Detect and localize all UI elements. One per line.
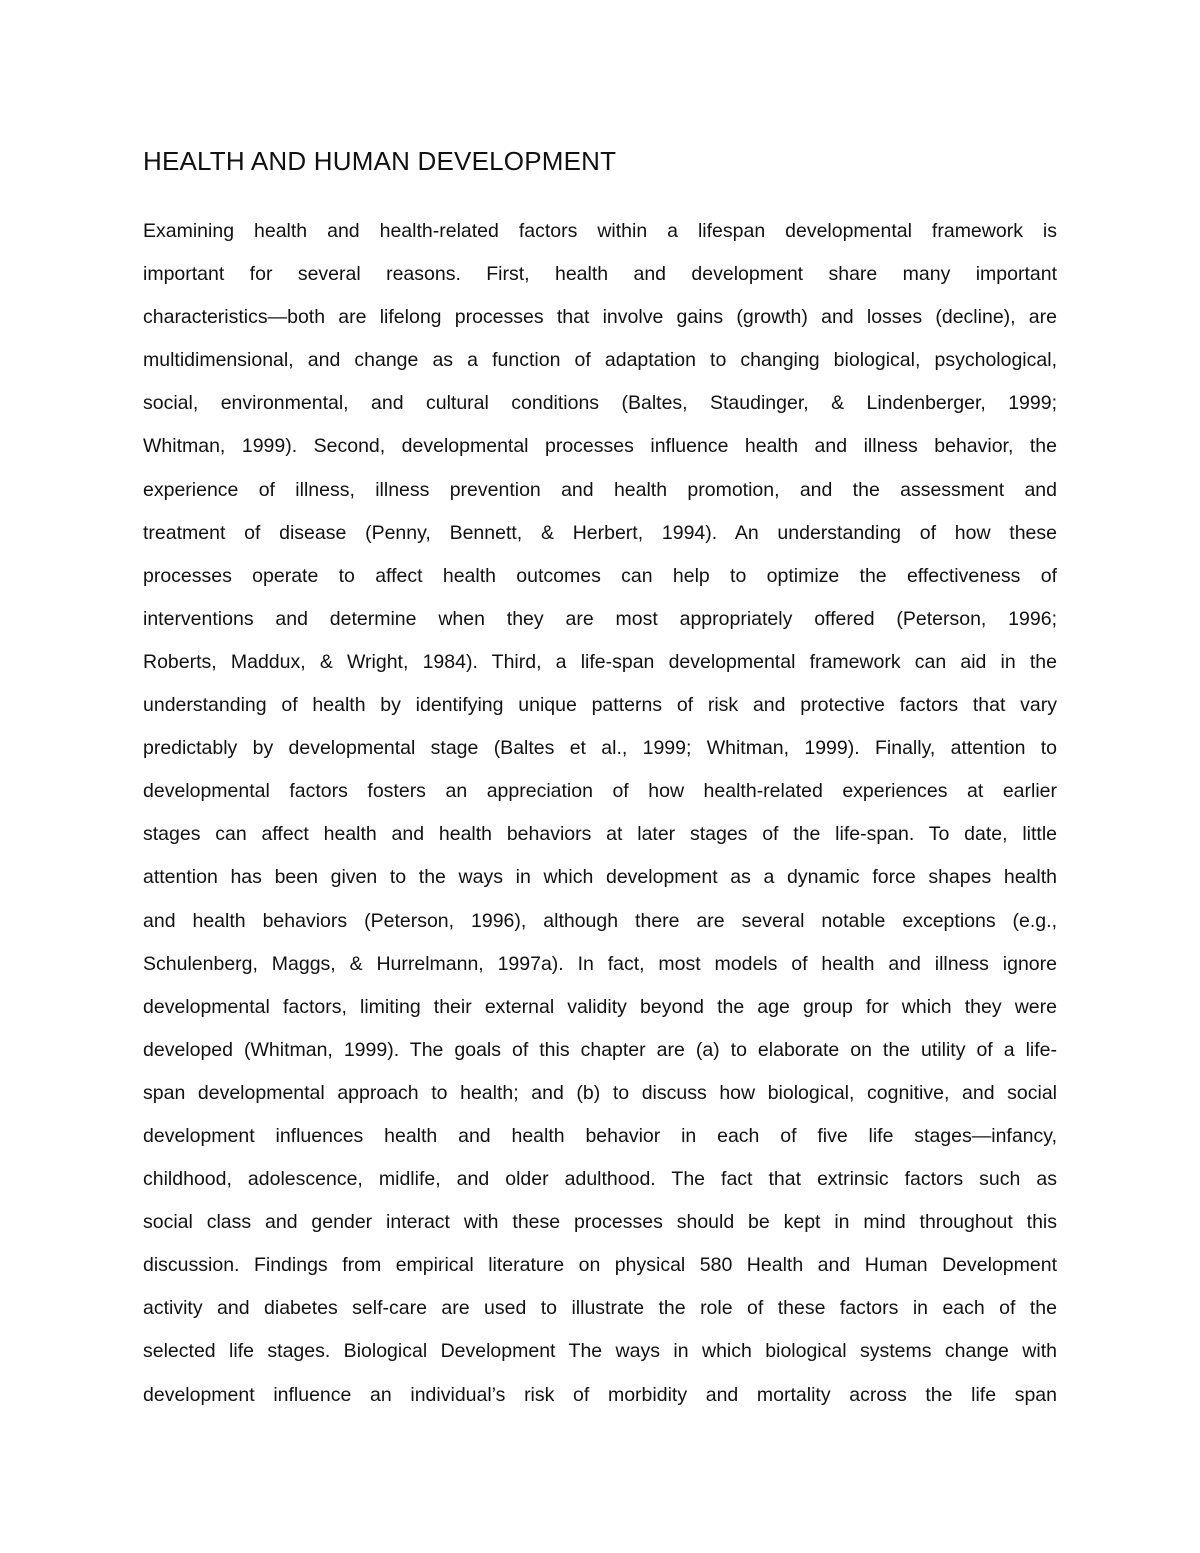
paragraph-line-24: social class and gender interact with these processes should be kept in mind throughout this bbox=[143, 1211, 1057, 1234]
paragraph-line-3: characteristics—both are lifelong processes that involve gains (growth) and losses (decline), are bbox=[143, 306, 1057, 329]
paragraph-line-8: treatment of disease (Penny, Bennett, & Herbert, 1994). An understanding of how these bbox=[143, 521, 1057, 544]
paragraph-line-27: selected life stages. Biological Development The ways in which biological systems change with bbox=[143, 1340, 1057, 1363]
paragraph-line-6: Whitman, 1999). Second, developmental processes influence health and illness behavior, the bbox=[143, 435, 1057, 458]
paragraph-line-17: and health behaviors (Peterson, 1996), although there are several notable exceptions (e.g., bbox=[143, 909, 1057, 932]
paragraph-line-14: developmental factors fosters an appreciation of how health-related experiences at earlier bbox=[143, 780, 1057, 803]
paragraph-line-1: Examining health and health-related factors within a lifespan developmental framework is bbox=[143, 220, 1057, 242]
paragraph-line-4: multidimensional, and change as a function of adaptation to changing biological, psychological, bbox=[143, 349, 1057, 372]
paragraph-line-18: Schulenberg, Maggs, & Hurrelmann, 1997a). In fact, most models of health and illness ignore bbox=[143, 952, 1057, 975]
paragraph-line-7: experience of illness, illness prevention and health promotion, and the assessment and bbox=[143, 478, 1057, 501]
paragraph-line-16: attention has been given to the ways in which development as a dynamic force shapes health bbox=[143, 866, 1057, 889]
paragraph-line-13: predictably by developmental stage (Baltes et al., 1999; Whitman, 1999). Finally, attention to bbox=[143, 737, 1057, 760]
paragraph-line-21: span developmental approach to health; and (b) to discuss how biological, cognitive, and social bbox=[143, 1081, 1057, 1104]
paragraph-line-9: processes operate to affect health outcomes can help to optimize the effectiveness of bbox=[143, 564, 1057, 587]
paragraph-line-25: discussion. Findings from empirical literature on physical 580 Health and Human Development bbox=[143, 1254, 1057, 1277]
paragraph-line-22: development influences health and health behavior in each of five life stages—infancy, bbox=[143, 1124, 1057, 1147]
document-title: HEALTH AND HUMAN DEVELOPMENT bbox=[143, 146, 617, 176]
paragraph-line-28: development influence an individual’s risk of morbidity and mortality across the life span bbox=[143, 1383, 1057, 1406]
paragraph-line-10: interventions and determine when they are most appropriately offered (Peterson, 1996; bbox=[143, 607, 1057, 630]
paragraph-line-5: social, environmental, and cultural conditions (Baltes, Staudinger, & Lindenberger, 1999; bbox=[143, 392, 1057, 415]
paragraph-line-23: childhood, adolescence, midlife, and older adulthood. The fact that extrinsic factors such as bbox=[143, 1168, 1057, 1191]
paragraph-line-2: important for several reasons. First, health and development share many important bbox=[143, 263, 1057, 286]
paragraph-line-19: developmental factors, limiting their external validity beyond the age group for which they were bbox=[143, 995, 1057, 1018]
body-paragraph bbox=[143, 210, 1057, 1417]
paragraph-line-20: developed (Whitman, 1999). The goals of this chapter are (a) to elaborate on the utility of a life- bbox=[143, 1038, 1057, 1061]
paragraph-line-15: stages can affect health and health behaviors at later stages of the life-span. To date, little bbox=[143, 823, 1057, 846]
paragraph-line-11: Roberts, Maddux, & Wright, 1984). Third, a life-span developmental framework can aid in the bbox=[143, 650, 1057, 673]
paragraph-line-26: activity and diabetes self-care are used to illustrate the role of these factors in each of the bbox=[143, 1297, 1057, 1320]
paragraph-line-12: understanding of health by identifying unique patterns of risk and protective factors that vary bbox=[143, 694, 1057, 717]
